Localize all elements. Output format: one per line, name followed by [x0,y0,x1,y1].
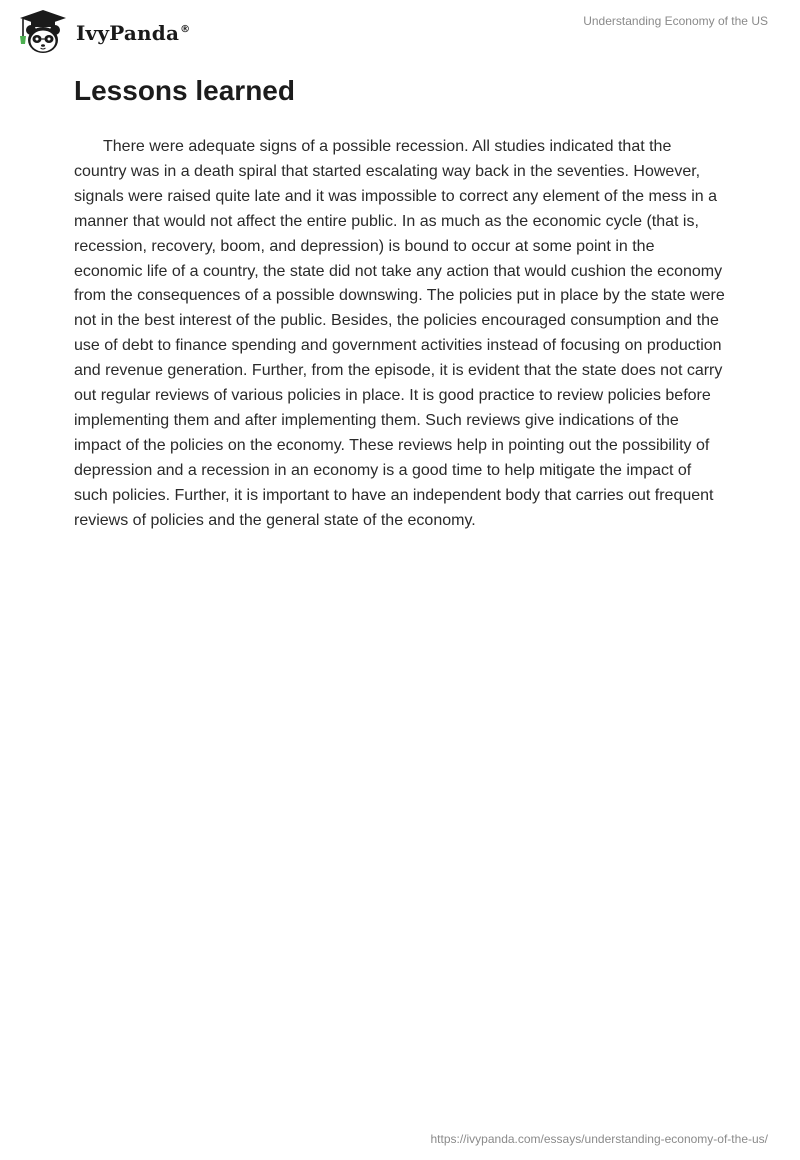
source-url[interactable]: https://ivypanda.com/essays/understanding-economy-of-the-us/ [430,1132,768,1146]
registered-mark: ® [180,24,191,36]
brand-logo[interactable] [14,8,190,56]
page-header [0,0,800,60]
essay-content [74,72,726,534]
brand-name: IvyPanda® [76,21,191,45]
section-heading: Lessons learned [74,75,295,106]
panda-graduate-icon [14,8,72,56]
running-title: Understanding Economy of the US [583,14,768,28]
body-paragraph: There were adequate signs of a possible recession. All studies indicated that the country was in a death spiral that started escalating way back in the seventies. However, signals were raised quite late and it was impossible to correct any element of the mess in a manner that would not affect the entire public. In as much as the economic cycle (that is, recession, recovery, boom, and depression) is bound to occur at some point in the economic life of a country, the state did not take any action that would cushion the economy from the consequences of a possible downswing. The policies put in place by the state were not in the best interest of the public. Besides, the policies encouraged consumption and the use of debt to finance spending and government activities instead of focusing on production and revenue generation. Further, from the episode, it is evident that the state does not carry out regular reviews of various policies in place. It is good practice to review policies before implementing them and after implementing them. Such reviews give indications of the impact of the policies on the economy. These reviews help in pointing out the possibility of depression and a recession in an economy is a good time to help mitigate the impact of such policies. Further, it is important to have an independent body that carries out frequent reviews of policies and the general state of the economy. [74,138,725,529]
